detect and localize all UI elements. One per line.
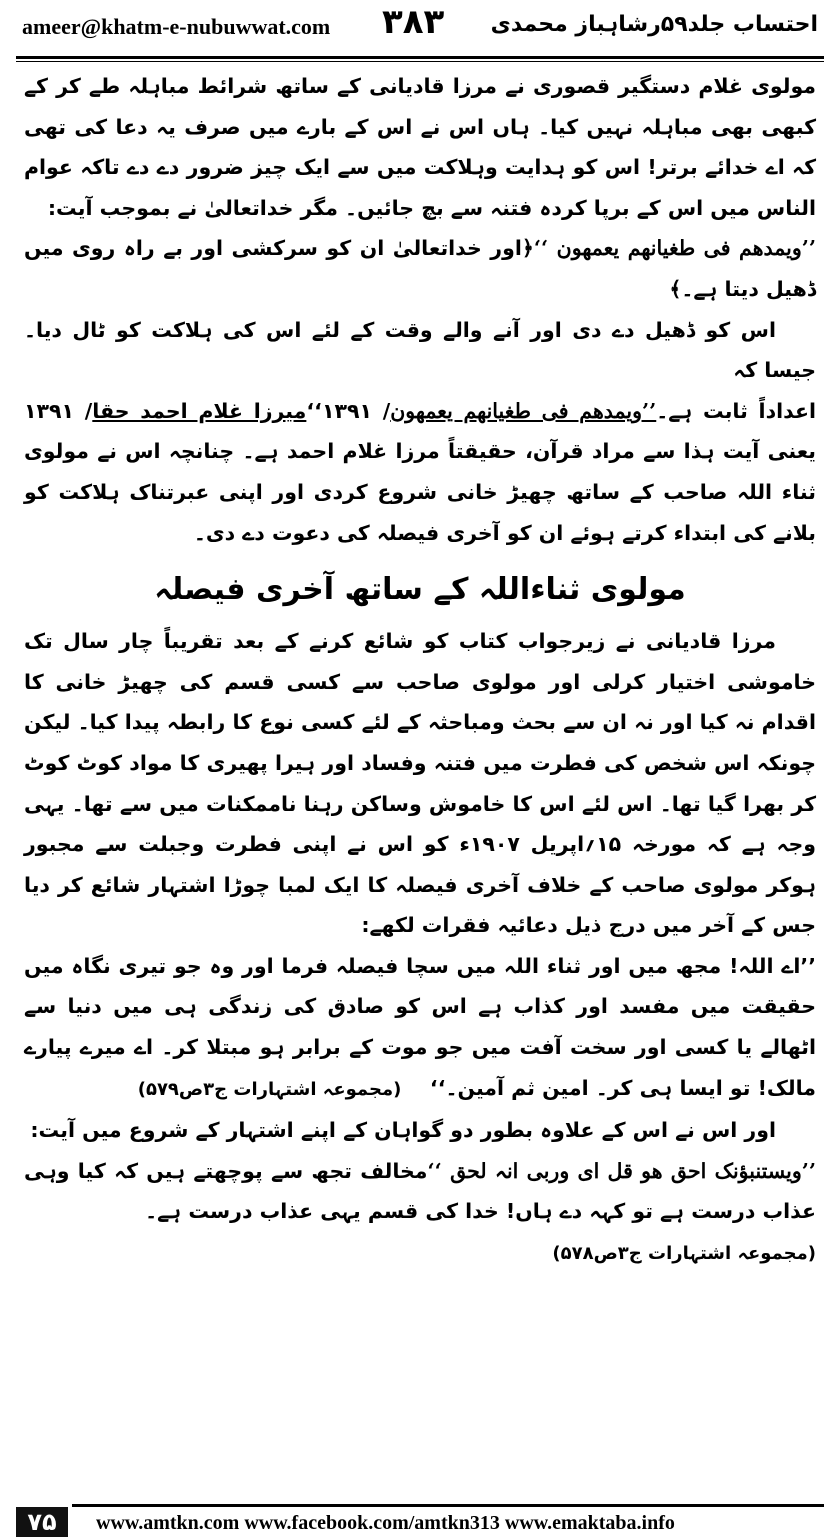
paragraph-8	[24, 1151, 816, 1232]
paragraph-2	[24, 228, 816, 309]
verse-translation: مخالف تجھ سے پوچھتے ہیں کہ کیا وہی عذاب درست ہے تو کہہ دے ہاں! خدا کی قسم یہی عذاب درست ہے۔	[24, 1158, 816, 1224]
header-rule-thin	[16, 61, 824, 62]
footer-page-number: ۷۵	[16, 1507, 68, 1537]
section-heading: مولوی ثناءاللہ کے ساتھ آخری فیصلہ	[154, 572, 686, 608]
paragraph-3: اس کو ڈھیل دے دی اور آنے والے وقت کے لئے اس کی ہلاکت کو ٹال دیا۔ جیسا کہ	[24, 317, 816, 383]
header-email: ameer@khatm-e-nubuwwat.com	[22, 14, 331, 39]
page-footer	[0, 1504, 840, 1540]
paragraph-6-quote	[24, 946, 816, 1110]
citation-2: (مجموعہ اشتہارات ج۳ص۵۷۸)	[552, 1243, 816, 1265]
page-header	[0, 0, 840, 62]
header-book-title: احتساب جلد۵۹رشاہباز محمدی	[490, 12, 818, 37]
p4-intro: اعداداً ثابت ہے۔	[656, 398, 816, 423]
paragraph-7: اور اس نے اس کے علاوہ بطور دو گواہان کے اپنے اشتہار کے شروع میں آیت:	[30, 1118, 776, 1143]
footer-rule	[72, 1504, 824, 1507]
p4-rest: / ۱۳۹۱ یعنی آیت ہذا سے مراد قرآن، حقیقتاً مرزا غلام احمد ہے۔ چنانچہ اس نے مولوی ثناء اللہ صاحب کے ساتھ چھیڑ خانی شروع کردی اور اپنی عبرتناک ہلاکت کو بلانے کی ابتداء کرتے ہوئے ان کو آخری فیصلہ کی دعوت دے دی۔	[24, 398, 816, 545]
p4-name-underlined: میرزا غلام احمد حقا	[92, 398, 307, 423]
paragraph-4	[24, 391, 816, 553]
p4-abjad-1: / ۱۳۹۱‘‘	[306, 398, 391, 423]
footer-links: www.amtkn.com www.facebook.com/amtkn313 www.emaktaba.info	[96, 1512, 675, 1534]
p4-quran-quote: ’’ویمدھم فی طغیانھم یعمھون	[390, 398, 657, 423]
citation-1: (مجموعہ اشتہارات ج۳ص۵۷۹)	[137, 1078, 402, 1100]
page-body	[24, 66, 816, 1275]
header-page-number: ۳۸۳	[382, 2, 445, 42]
header-rule-thick	[16, 56, 824, 59]
paragraph-1: مولوی غلام دستگیر قصوری نے مرزا قادیانی کے ساتھ شرائط مباہلہ طے کر کے کبھی بھی مباہلہ نہیں کیا۔ ہاں اس نے اس کے بارے میں صرف یہ دعا کی تھی کہ اے خدائے برتر! اس کو ہدایت وہلاکت میں سے ایک چیز ضرور دے دے تاکہ عوام الناس میں اس کے برپا کردہ فتنہ سے بچ جائیں۔ مگر خداتعالیٰ نے بموجب آیت:	[24, 74, 816, 220]
prayer-quote: ’’اے اللہ! مجھ میں اور ثناء اللہ میں سچا فیصلہ فرما اور وہ جو تیری نگاہ میں حقیقت میں مفسد اور کذاب ہے اس کو صادق کی زندگی ہی میں دنیا سے اٹھالے یا کسی اور سخت آفت میں جو موت کے برابر ہو مبتلا کر۔ اے میرے پیارے مالک! تو ایسا ہی کر۔ امین ثم آمین۔‘‘	[24, 953, 816, 1100]
quote-translation: ﴿اور خداتعالیٰ ان کو سرکشی اور بے راہ روی میں ڈھیل دیتا ہے۔﴾	[24, 236, 816, 301]
verse-quote: ’’ویستنبؤنک احق ھو قل ای وربی انہ لحق ‘‘	[427, 1158, 816, 1183]
quran-quote: ’’ویمدھم فی طغیانھم یعمھون ‘‘	[533, 236, 816, 261]
paragraph-9-cite	[24, 1232, 816, 1275]
paragraph-5: مرزا قادیانی نے زیرجواب کتاب کو شائع کرنے کے بعد تقریباً چار سال تک خاموشی اختیار کرلی اور مولوی صاحب سے کسی قسم کی چھیڑ خانی کا اقدام نہ کیا اور نہ ان سے بحث ومباحثہ کے لئے کسی نوع کا رابطہ پیدا کیا۔ لیکن چونکہ اس شخص کی فطرت میں فتنہ وفساد اور ہیرا پھیری کا مواد کوٹ کوٹ کر بھرا گیا تھا۔ اس لئے اس کا خاموش وساکن رہنا ناممکنات میں سے تھا۔ یہی وجہ ہے کہ مورخہ ۱۵؍اپریل ۱۹۰۷ء کو اس نے اپنی فطرت وجبلت سے مجبور ہوکر مولوی صاحب کے خلاف آخری فیصلہ کا ایک لمبا چوڑا اشتہار شائع کر دیا جس کے آخر میں درج ذیل دعائیہ فقرات لکھے:	[24, 629, 816, 938]
